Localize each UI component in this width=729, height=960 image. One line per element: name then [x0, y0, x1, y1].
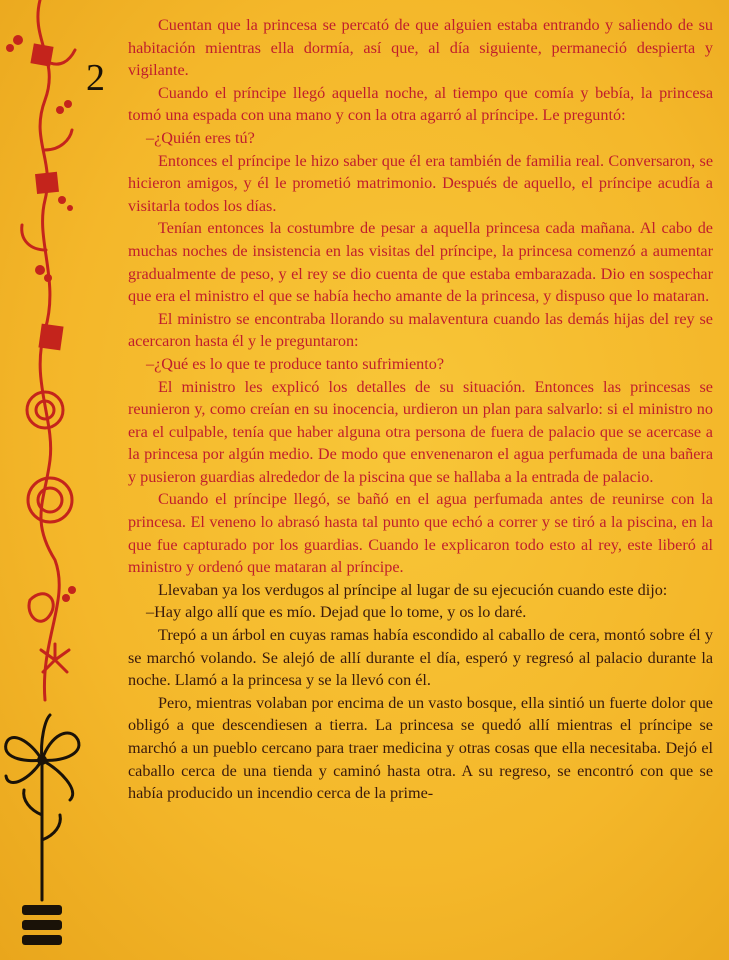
paragraph: Entonces el príncipe le hizo saber que él era también de familia real. Conversaron, se hicieron amigos, y él le prometió matrimonio. Después de aquello, el príncipe acudía a visitarla todos los días. — [128, 151, 713, 215]
paragraph: Cuando el príncipe llegó aquella noche, al tiempo que comía y bebía, la princesa tomó una espada con una mano y con la otra agarró al príncipe. Le preguntó: — [128, 83, 713, 125]
paragraph: El ministro les explicó los detalles de su situación. Entonces las princesas se reunieron y, como creían en su inocencia, urdieron un plan para salvarlo: si el ministro no era el culpable, tenía que haber alguna otra persona de fuera de palacio que se acercase a la princesa por algún medio. De modo que envenenaron el agua perfumada de una bañera y pusieron guardias alrededor de la piscina que se hallaba a la entrada de palacio. — [128, 377, 713, 486]
dialogue-line: –¿Quién eres tú? — [146, 128, 255, 147]
paragraph: Cuentan que la princesa se percató de que alguien estaba entrando y saliendo de su habitación mientras ella dormía, así que, al día siguiente, permaneció despierta y vigilante. — [128, 16, 713, 80]
paragraph: Llevaban ya los verdugos al príncipe al lugar de su ejecución cuando este dijo: — [158, 580, 668, 599]
dialogue-line: –Hay algo allí que es mío. Dejad que lo tome, y os lo daré. — [146, 603, 527, 622]
story-text — [128, 14, 713, 805]
dialogue-line: –¿Qué es lo que te produce tanto sufrimiento? — [146, 354, 445, 373]
floral-vine-illustration — [0, 0, 130, 960]
paragraph: Cuando el príncipe llegó, se bañó en el agua perfumada antes de reunirse con la princesa. El veneno lo abrasó hasta tal punto que echó a correr y se tiró a la piscina, en la que fue capturado por los guardias. Cuando le explicaron todo esto al rey, este liberó al ministro y ordenó que mataran al príncipe. — [128, 490, 713, 577]
paragraph: Pero, mientras volaban por encima de un vasto bosque, ella sintió un fuerte dolor que obligó a que descendiesen a tierra. La princesa se quedó allí mientras el príncipe se marchó a un pueblo cercano para traer medicina y otras cosas que ella necesitaba. Dejó el caballo cerca de una tienda y caminó hasta otra. A su regreso, se encontró con que se había producido un incendio cerca de la prime- — [128, 693, 713, 803]
page-number: 2 — [86, 57, 105, 99]
paragraph: Tenían entonces la costumbre de pesar a aquella princesa cada mañana. Al cabo de muchas noches de insistencia en las visitas del príncipe, la princesa comenzó a aumentar gradualmente de peso, y el rey se dio cuenta de que estaba embarazada. Dio en sospechar que era el ministro el que se había hecho amante de la princesa, y dispuso que lo mataran. — [128, 219, 713, 306]
paragraph: Trepó a un árbol en cuyas ramas había escondido al caballo de cera, montó sobre él y se marchó volando. Se alejó de allí durante el día, esperó y regresó al palacio durante la noche. Llamó a la princesa y se la llevó con él. — [128, 626, 713, 690]
paragraph: El ministro se encontraba llorando su malaventura cuando las demás hijas del rey se acercaron hasta él y le preguntaron: — [128, 309, 713, 351]
